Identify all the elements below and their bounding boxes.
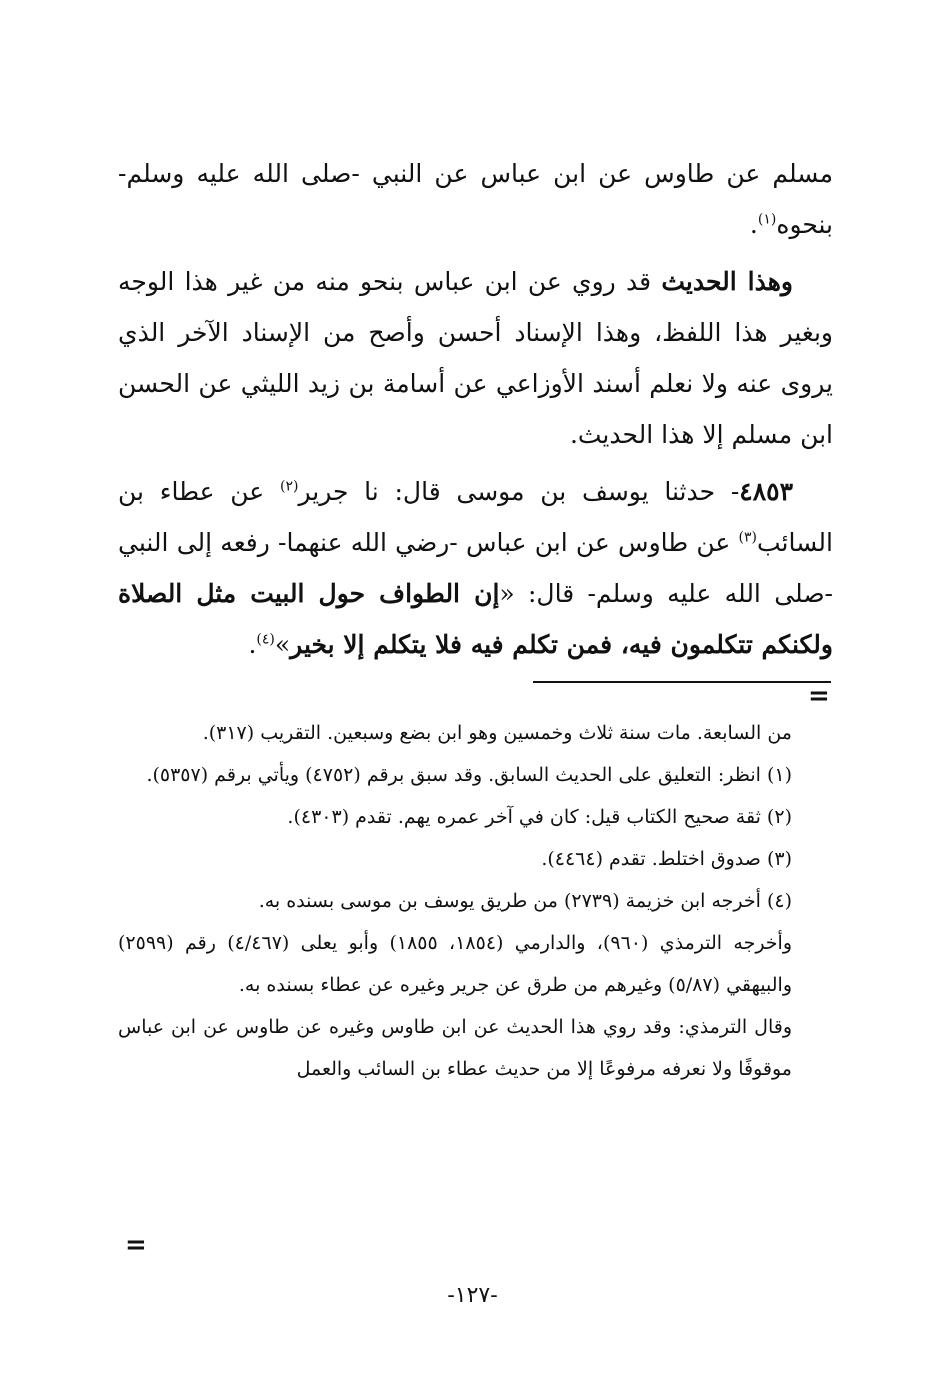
- paragraph-2-text: قد روي عن ابن عباس بنحو منه من غير هذا الوجه وبغير هذا اللفظ، وهذا الإسناد أحسن وأصح من الإسناد الآخر الذي يروى عنه ولا نعلم أسند الأوزاعي عن أسامة بن زيد الليثي عن الحسن ابن مسلم إلا هذا الحديث.: [118, 267, 833, 449]
- footnote-ref-2[interactable]: (٢): [279, 478, 299, 495]
- footnotes: [118, 712, 792, 1090]
- footnote-4: (٤) أخرجه ابن خزيمة (٢٧٣٩) من طريق يوسف بن موسى بسنده به.: [258, 890, 792, 912]
- hadith-paragraph: [118, 466, 833, 670]
- footnote-ref-4[interactable]: (٤): [256, 631, 275, 648]
- hadith-text-d: »: [274, 630, 291, 659]
- paragraph-1-end: .: [749, 210, 758, 239]
- paragraph-2: [118, 256, 833, 460]
- page-number: -١٢٧-: [447, 1283, 498, 1308]
- footnote-ref-3[interactable]: (٣): [738, 529, 757, 546]
- footnote-continues-marker: =: [125, 1230, 147, 1260]
- footnote-3: (٣) صدوق اختلط. تقدم (٤٤٦٤).: [541, 848, 792, 870]
- footnote-separator: [533, 681, 831, 683]
- paragraph-1-text: مسلم عن طاوس عن ابن عباس عن النبي -صلى الله عليه وسلم- بنحوه: [118, 159, 833, 239]
- footnote-4-continued: وأخرجه الترمذي (٩٦٠)، والدارمي (١٨٥٤، ١٨٥٥) وأبو يعلى (٤/٤٦٧) رقم (٢٥٩٩) والبيهقي (٥/٨٧) وغيرهم من طرق عن جرير وغيره عن عطاء بسنده به.: [118, 932, 792, 996]
- main-text: [118, 148, 833, 670]
- footnote-2: (٢) ثقة صحيح الكتاب قيل: كان في آخر عمره يهم. تقدم (٤٣٠٣).: [287, 806, 792, 828]
- paragraph-2-lead: وهذا الحديث: [661, 267, 794, 296]
- footnote-continued-marker: =: [808, 681, 830, 711]
- hadith-text-c: عن طاوس عن ابن عباس -رضي الله عنهما- رفعه إلى النبي -صلى الله عليه وسلم- قال: «: [118, 528, 833, 608]
- paragraph-1: [118, 148, 833, 250]
- hadith-end: .: [248, 630, 257, 659]
- footnote-1: (١) انظر: التعليق على الحديث السابق. وقد سبق برقم (٤٧٥٢) ويأتي برقم (٥٣٥٧).: [146, 764, 792, 786]
- hadith-matn: إن الطواف حول البيت مثل الصلاة ولكنكم تتكلمون فيه، فمن تكلم فيه فلا يتكلم إلا بخير: [118, 579, 833, 659]
- hadith-text-a: - حدثنا يوسف بن موسى قال: نا جرير: [298, 477, 740, 506]
- hadith-number: ٤٨٥٣: [739, 477, 794, 506]
- footnote-continued: من السابعة. مات سنة ثلاث وخمسين وهو ابن بضع وسبعين. التقريب (٣١٧).: [202, 722, 792, 744]
- hadith-text-b: عن عطاء بن السائب: [118, 477, 833, 557]
- footnote-ref-1[interactable]: (١): [757, 211, 777, 228]
- footnote-4-tirmidhi: وقال الترمذي: وقد روي هذا الحديث عن ابن طاوس وغيره عن طاوس عن ابن عباس موقوفًا ولا نعرفه مرفوعًا إلا من حديث عطاء بن السائب والعمل: [118, 1016, 792, 1080]
